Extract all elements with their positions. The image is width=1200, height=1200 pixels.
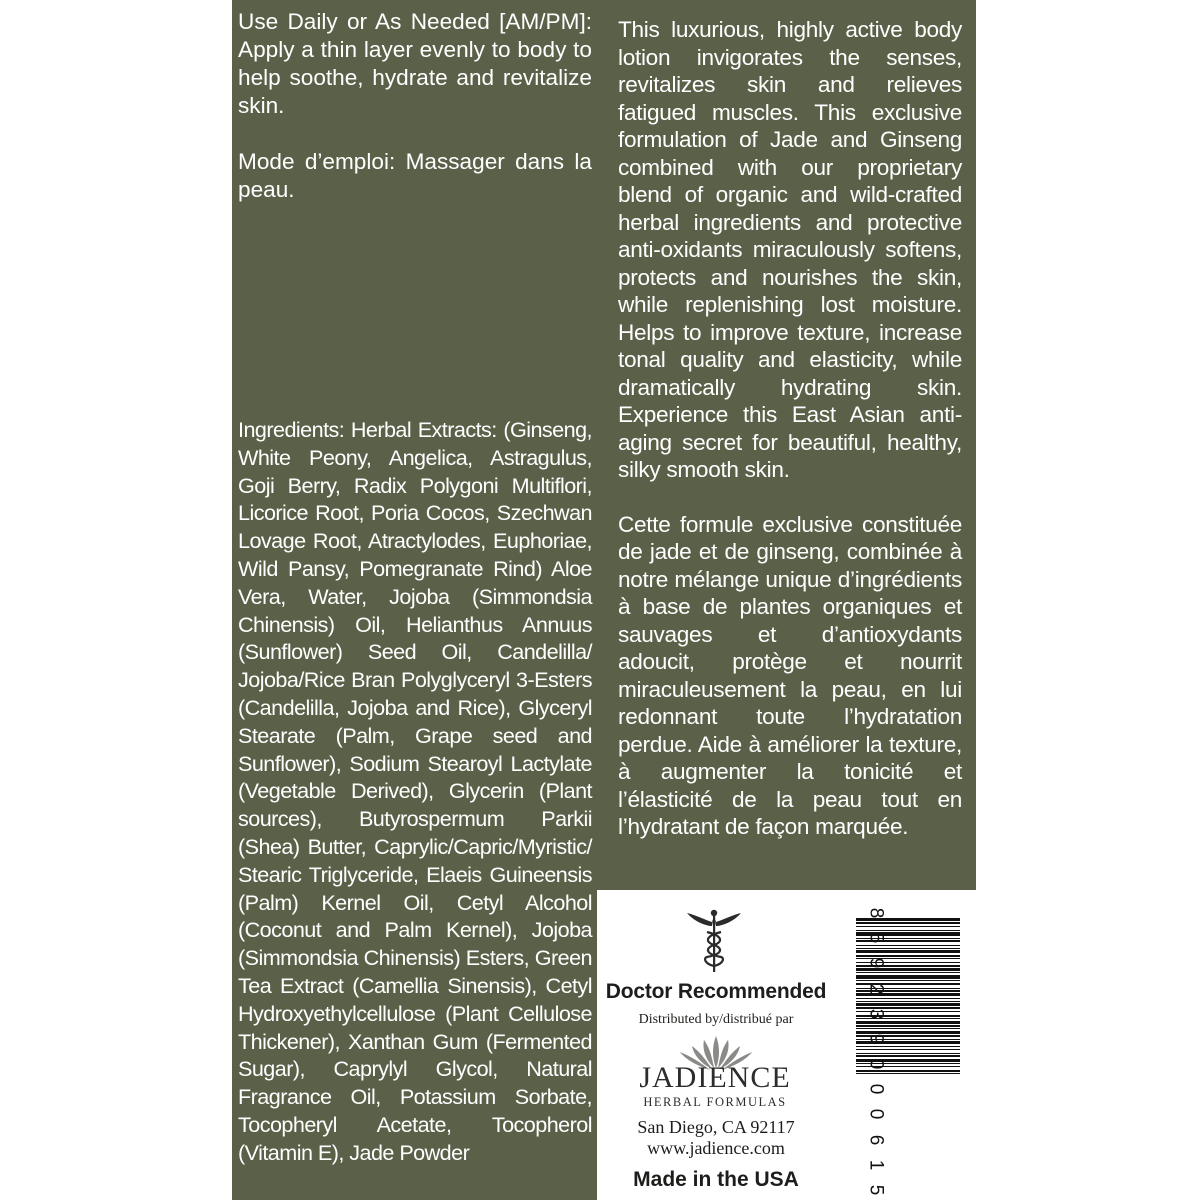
barcode-digit: 9 (864, 1033, 886, 1045)
barcode-digit: 0 (864, 1058, 886, 1070)
barcode-digit: 0 (864, 1083, 886, 1095)
usage-directions-en: Use Daily or As Needed [AM/PM]: Apply a thin layer evenly to body to help soothe, hydrate and revitalize skin. (238, 9, 592, 118)
made-in-usa: Made in the USA (633, 1168, 799, 1191)
address: San Diego, CA 92117 (637, 1117, 795, 1137)
distributed-by: Distributed by/distribué par (638, 1012, 794, 1027)
barcode-digit: 5 (864, 932, 886, 944)
brand-tagline: HERBAL FORMULAS (643, 1095, 787, 1109)
ingredients-list: Ingredients: Herbal Extracts: (Ginseng, White Peony, Angelica, Astragulus, Goji Berry, Radix Polygoni Multiflori, Licorice Root, Poria Cocos, Szechwan Lovage Root, Atractylodes, Euphoriae, Wild Pansy, Pomegranate Rind) Aloe Vera, Water, Jojoba (Simmondsia Chinensis) Oil, Helianthus Annuus (Sunflower) Seed Oil, Candelilla/ Jojoba/Rice Bran Polyglyceryl 3-Esters (Candelilla, Jojoba and Rice), Glyceryl Stearate (Palm, Grape seed and Sunflower), Sodium Stearoyl Lactylate (Vegetable Derived), Glycerin (Plant sources), Butyrospermum Parkii (Shea) Butter, Caprylic/Capric/Myristic/ Stearic Triglyceride, Elaeis Guineensis (Palm) Kernel Oil, Cetyl Alcohol (Coconut and Palm Kernel), Jojoba (Simmondsia Chinensis) Esters, Green Tea Extract (Camellia Sinensis), Cetyl Hydroxyethylcellulose (Plant Cellulose Thickener), Xanthan Gum (Fermented Sugar), Caprylyl Glycol, Natural Fragrance Oil, Potassium Sorbate, Tocopheryl Acetate, Tocopherol (Vitamin E), Jade Powder (238, 417, 592, 1165)
barcode-digit: 1 (864, 1159, 886, 1171)
description-fr: Cette formule exclusive constituée de jade et de ginseng, combinée à notre mélange unique d’ingrédients à base de plantes organiques et sauvages et d’antioxydants adoucit, protège et nourrit miraculeusement la peau, en lui redonnant toute l’hydratation perdue. Aide à améliorer la texture, à augmenter la tonicité et l’élasticité de la peau tout en l’hydratant de façon marquée. (618, 511, 962, 839)
description-column (618, 16, 962, 841)
usage-directions-fr: Mode d’emploi: Massager dans la peau. (238, 149, 592, 202)
barcode-digit: 5 (864, 1184, 886, 1196)
description-en: This luxurious, highly active body lotion invigorates the senses, revitalizes skin and relieves fatigued muscles. This exclusive formulation of Jade and Ginseng combined with our proprietary blend of organic and wild-crafted herbal ingredients and protective anti-oxidants miraculously softens, protects and nourishes the skin, while replenishing lost moisture. Helps to improve texture, increase tonal quality and elasticity, while dramatically hydrating skin. Experience this East Asian anti-aging secret for beautiful, healthy, silky smooth skin. (618, 17, 962, 482)
website: www.jadience.com (647, 1138, 785, 1158)
barcode-digit: 6 (864, 1134, 886, 1145)
barcode-digit: 2 (864, 983, 886, 994)
barcode-digit: 0 (864, 1109, 886, 1120)
doctor-recommended: Doctor Recommended (605, 980, 827, 1003)
brand-logo-text: JADIENCE (639, 1061, 791, 1094)
barcode-digits (866, 903, 884, 1200)
barcode-digit: 8 (864, 907, 886, 919)
caduceus-icon (683, 904, 745, 974)
barcode-digit: 3 (864, 1008, 886, 1019)
usage-column (238, 8, 592, 204)
barcode-digit: 9 (864, 958, 886, 969)
